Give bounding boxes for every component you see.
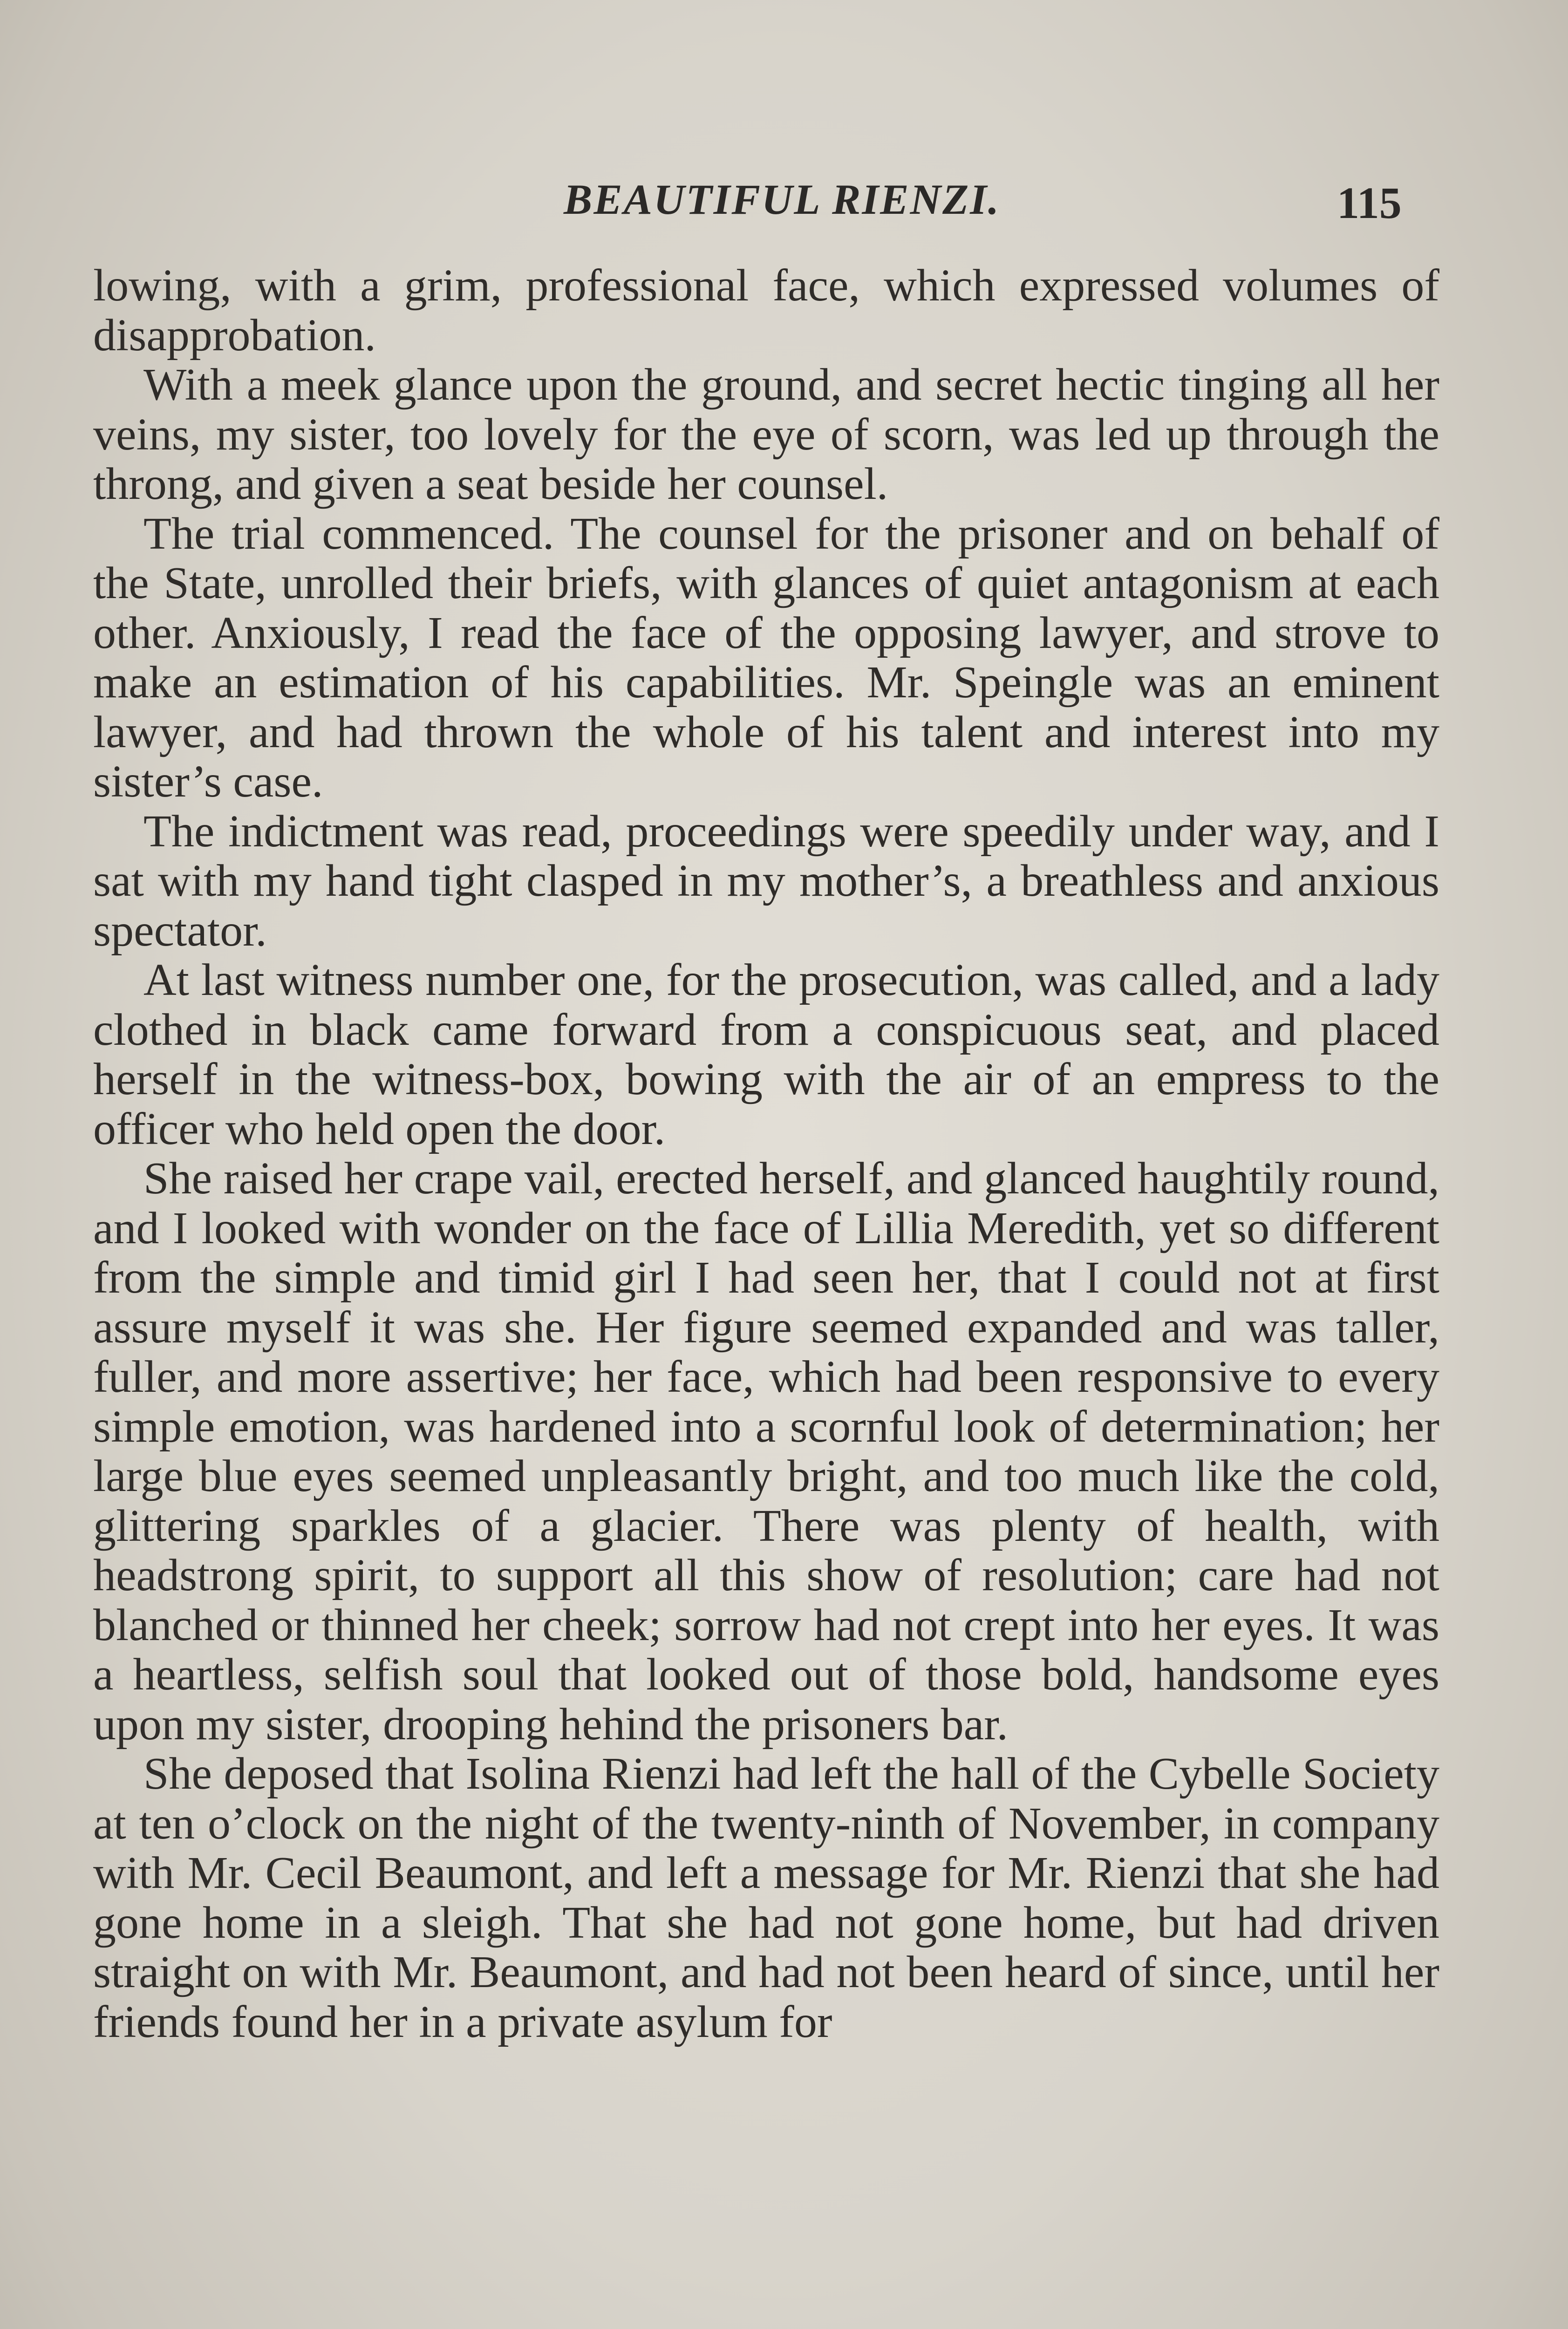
body-text [93,261,1439,2047]
paragraph: She deposed that Isolina Rienzi had left the hall of the Cybelle Society at ten o’clock on the night of the twenty-ninth of November, in company with Mr. Cecil Beaumont, and left a message for Mr. Rienzi that she had gone home in a sleigh. That she had not gone home, but had driven straight on with Mr. Beaumont, and had not been heard of since, until her friends found her in a private asylum for [93,1749,1439,2047]
paragraph: With a meek glance upon the ground, and secret hectic tinging all her veins, my sister, too lovely for the eye of scorn, was led up through the throng, and given a seat beside her counsel. [93,360,1439,509]
paragraph-continuation: lowing, with a grim, professional face, which expressed volumes of disapprobation. [93,260,1439,361]
paragraph: The indictment was read, proceedings were speedily under way, and I sat with my hand tight clasped in my mother’s, a breathless and anxious spectator. [93,806,1439,956]
paragraph: At last witness number one, for the prosecution, was called, and a lady clothed in black came forward from a conspicuous seat, and placed herself in the witness-box, bowing with the air of an empress to the officer who held open the door. [93,955,1439,1154]
paragraph: The trial commenced. The counsel for the prisoner and on behalf of the State, unrolled their briefs, with glances of quiet antagonism at each other. Anxiously, I read the face of the opposing lawyer, and strove to make an estimation of his capabilities. Mr. Speingle was an eminent lawyer, and had thrown the whole of his talent and interest into my sister’s case. [93,508,1439,807]
page-number: 115 [1337,178,1402,228]
running-title: BEAUTIFUL RIENZI. [564,176,1001,223]
paragraph: She raised her crape vail, erected herself, and glanced haughtily round, and I looked with wonder on the face of Lillia Meredith, yet so different from the simple and timid girl I had seen her, that I could not at first assure myself it was she. Her figure seemed expanded and was taller, fuller, and more assertive; her face, which had been responsive to every simple emotion, was hardened into a scornful look of determination; her large blue eyes seemed unpleasantly bright, and too much like the cold, glittering sparkles of a glacier. There was plenty of health, with headstrong spirit, to support all this show of resolution; care had not blanched or thinned her cheek; sorrow had not crept into her eyes. It was a heartless, selfish soul that looked out of those bold, handsome eyes upon my sister, drooping hehind the prisoners bar. [93,1153,1439,1750]
